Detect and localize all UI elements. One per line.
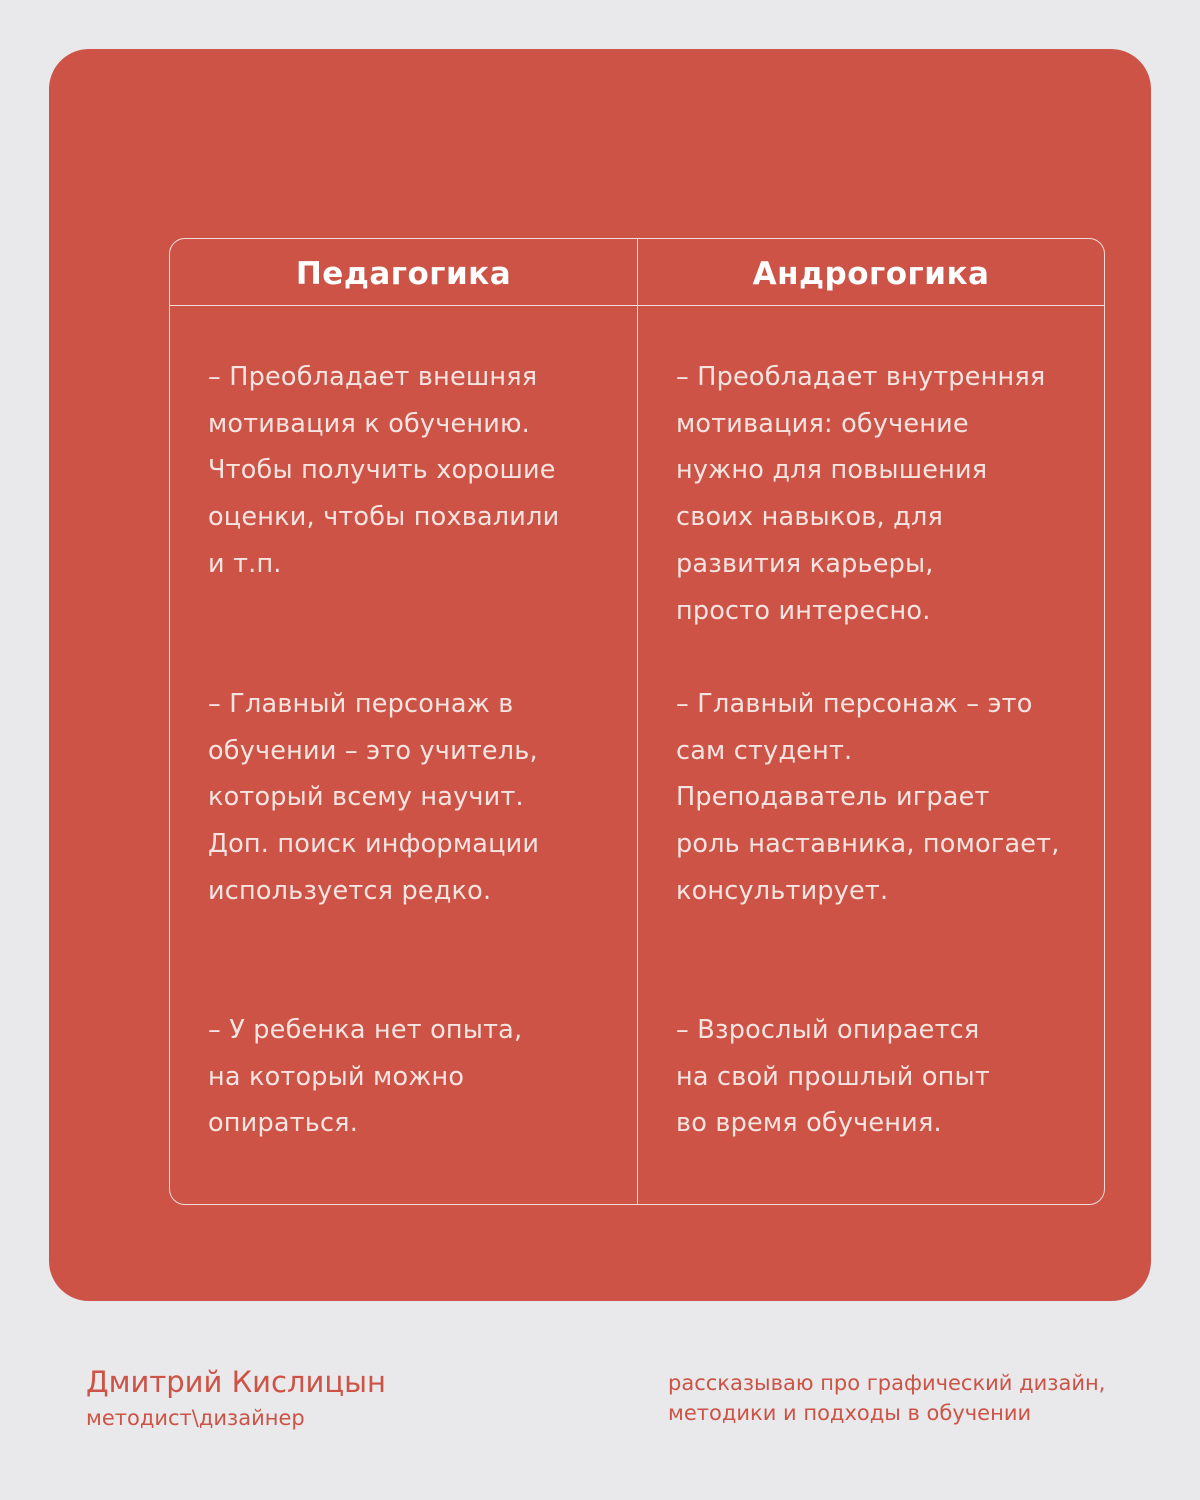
column-header-andragogy: Андрогогика [752,256,990,292]
content-card [49,49,1151,1301]
pedagogy-main-character-cell: – Главный персонаж в обучении – это учитель, который всему научит. Доп. поиск информации используется редко. [208,689,540,906]
pedagogy-experience-cell: – У ребенка нет опыта, на который можно опираться. [208,1015,523,1139]
andragogy-motivation-cell: – Преобладает внутренняя мотивация: обучение нужно для повышения своих навыков, для развития карьеры, просто интересно. [676,362,1046,626]
andragogy-main-character-cell: – Главный персонаж – это сам студент. Преподаватель играет роль наставника, помогает, консультирует. [676,689,1060,906]
author-tagline: рассказываю про графический дизайн, методики и подходы в обучении [668,1371,1106,1425]
andragogy-experience-cell: – Взрослый опирается на свой прошлый опыт во время обучения. [676,1015,990,1139]
pedagogy-motivation-cell: – Преобладает внешняя мотивация к обучению. Чтобы получить хорошие оценки, чтобы похвалили и т.п. [208,362,560,579]
comparison-table [169,238,1105,1205]
author-role: методист\дизайнер [86,1406,305,1430]
author-name: Дмитрий Кислицын [86,1365,386,1399]
column-divider [637,239,638,1204]
column-header-pedagogy: Педагогика [295,256,512,292]
